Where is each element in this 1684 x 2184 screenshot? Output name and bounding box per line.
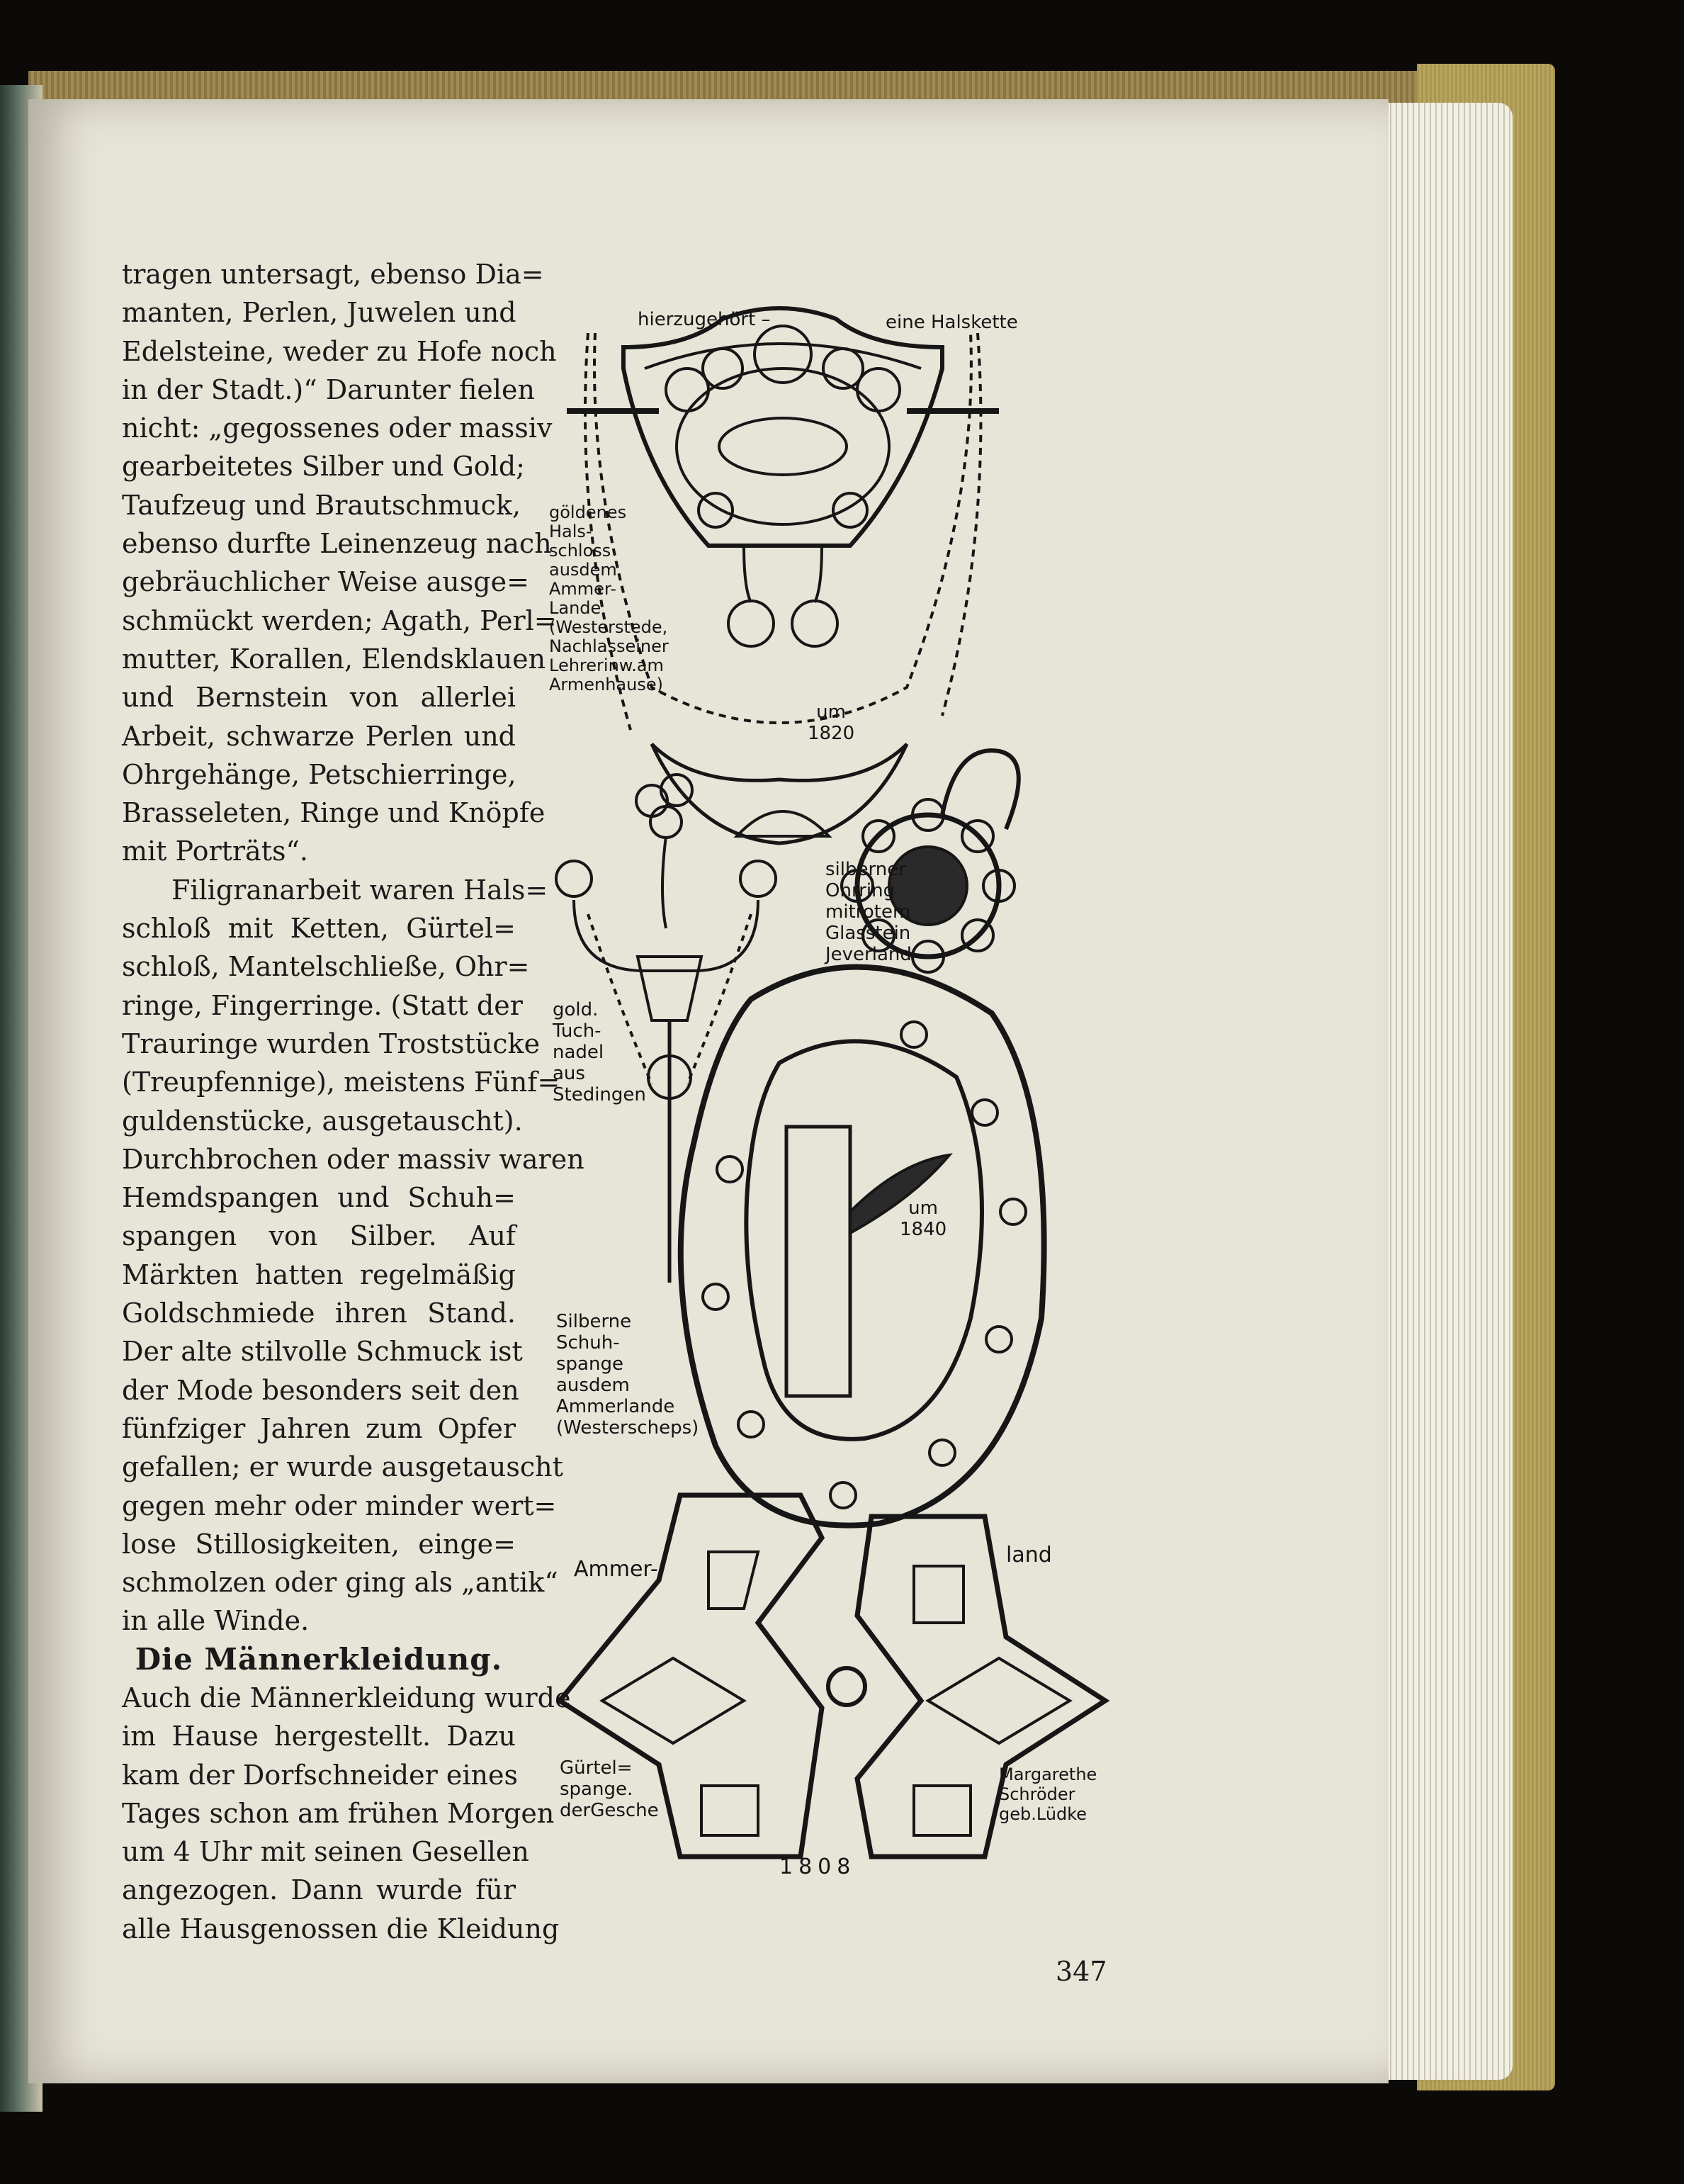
- caption-neck-clasp-date: um 1820: [808, 702, 855, 744]
- text-line: im Hause hergestellt. Dazu: [122, 1721, 516, 1752]
- text-line: Ohrgehänge, Petschierringe,: [122, 758, 516, 790]
- text-line: spangen von Silber. Auf: [122, 1220, 516, 1252]
- text-line: ringe, Fingerringe. (Statt der: [122, 989, 523, 1021]
- caption-belt-date: 1808: [779, 1854, 857, 1879]
- text-line: Arbeit, schwarze Perlen und: [122, 720, 516, 752]
- text-line: Durchbrochen oder massiv waren: [122, 1143, 584, 1175]
- caption-shoe-buckle: Silberne Schuh- spange ausdem Ammerlande (Westerscheps): [556, 1311, 699, 1439]
- text-line: manten, Perlen, Juwelen und: [122, 297, 516, 329]
- text-line: angezogen. Dann wurde für: [122, 1874, 516, 1906]
- caption-owner: Margarethe Schröder geb.Lüdke: [999, 1764, 1097, 1824]
- caption-belt-clasp: Gürtel= spange. derGesche: [560, 1757, 659, 1821]
- caption-neck-clasp: göldenes Hals- schloss ausdem Ammer- Lande (Westerstede, Nachlasseiner Lehrerinw.am Armenhause): [549, 502, 669, 694]
- text-line: fünfziger Jahren zum Opfer: [122, 1412, 516, 1444]
- text-line: um 4 Uhr mit seinen Gesellen: [122, 1836, 529, 1868]
- text-line: kam der Dorfschneider eines: [122, 1759, 518, 1791]
- caption-ammer: Ammer-: [574, 1557, 658, 1582]
- text-line: gearbeitetes Silber und Gold;: [122, 451, 525, 483]
- section-heading: Die Männerkleidung.: [135, 1641, 503, 1677]
- text-line: schloß, Mantelschließe, Ohr=: [122, 951, 530, 983]
- text-line: Märkten hatten regelmäßig: [122, 1259, 516, 1290]
- text-line: tragen untersagt, ebenso Dia=: [122, 259, 544, 290]
- caption-top-right: eine Halskette: [886, 312, 1018, 333]
- text-line: Auch die Männerkleidung wurde: [122, 1682, 571, 1713]
- text-line: alle Hausgenossen die Kleidung: [122, 1913, 560, 1944]
- text-line: Edelsteine, weder zu Hofe noch: [122, 335, 557, 367]
- text-line: in alle Winde.: [122, 1605, 310, 1637]
- text-line: Goldschmiede ihren Stand.: [122, 1298, 516, 1329]
- page-stack-edges: [1374, 103, 1513, 2080]
- text-line: nicht: „gegossenes oder massiv: [122, 412, 553, 444]
- text-line: lose Stillosigkeiten, einge=: [122, 1528, 516, 1560]
- text-line: Filigranarbeit waren Hals=: [171, 874, 548, 906]
- text-line: der Mode besonders seit den: [122, 1374, 519, 1406]
- shoe-buckle-drawing: [681, 967, 1044, 1526]
- body-text-column: [122, 255, 584, 1948]
- caption-land: land: [1006, 1543, 1052, 1567]
- caption-top-left: hierzugehört –: [638, 309, 771, 330]
- text-line: mit Porträts“.: [122, 835, 308, 867]
- text-line: gegen mehr oder minder wert=: [122, 1490, 557, 1521]
- text-line: Tages schon am frühen Morgen: [122, 1797, 555, 1829]
- text-line: gebräuchlicher Weise ausge=: [122, 566, 529, 598]
- caption-pin: gold. Tuch- nadel aus Stedingen: [553, 999, 646, 1105]
- text-line: in der Stadt.)“ Darunter fielen: [122, 373, 535, 405]
- text-line: mutter, Korallen, Elendsklauen: [122, 643, 546, 675]
- page-number: 347: [1056, 1956, 1107, 1987]
- text-line: (Treupfennige), meistens Fünf=: [122, 1066, 560, 1098]
- text-line: guldenstücke, ausgetauscht).: [122, 1105, 523, 1137]
- text-line: Brasseleten, Ringe und Knöpfe: [122, 797, 546, 829]
- caption-buckle-date: um 1840: [900, 1198, 947, 1240]
- text-line: Hemdspangen und Schuh=: [122, 1182, 516, 1214]
- text-line: schloß mit Ketten, Gürtel=: [122, 913, 516, 945]
- caption-earring: silberner Ohrring mitrotem Glasstein Jeverland: [825, 859, 912, 965]
- text-line: Der alte stilvolle Schmuck ist: [122, 1336, 523, 1368]
- text-line: ebenso durfte Leinenzeug nach: [122, 528, 552, 560]
- text-line: Trauringe wurden Troststücke: [122, 1028, 541, 1059]
- text-line: Taufzeug und Brautschmuck,: [122, 489, 521, 521]
- text-line: schmückt werden; Agath, Perl=: [122, 604, 557, 636]
- text-line: und Bernstein von allerlei: [122, 682, 516, 714]
- text-line: schmolzen oder ging als „antik“: [122, 1567, 558, 1599]
- text-line: gefallen; er wurde ausgetauscht: [122, 1451, 563, 1483]
